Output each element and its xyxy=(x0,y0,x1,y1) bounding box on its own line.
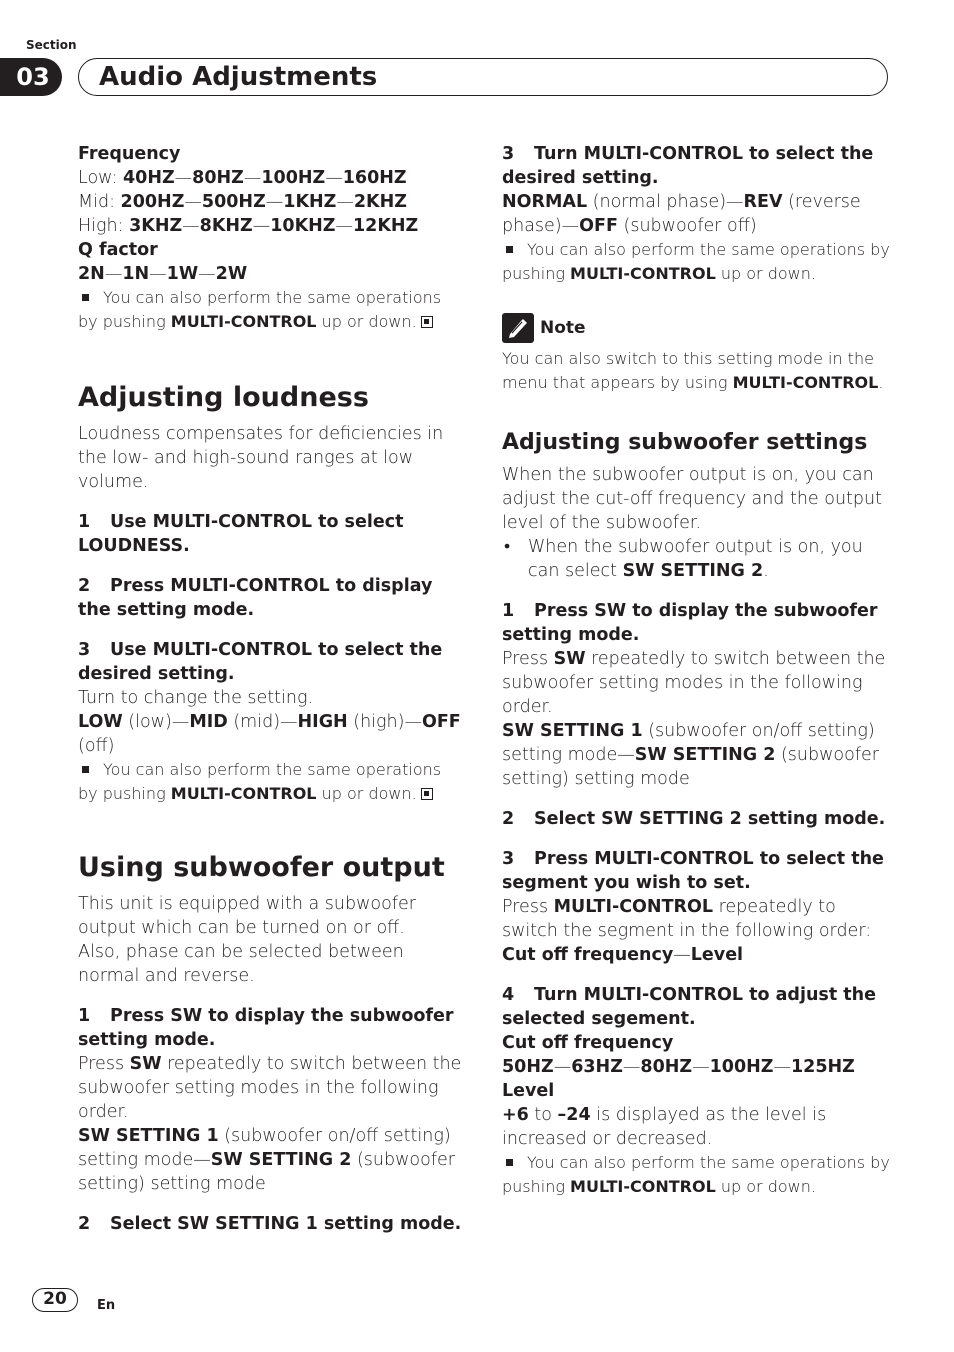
loudness-intro: Loudness compensates for deficiencies in the low- and high-sound ranges at low volume. xyxy=(78,424,444,492)
step-2: 2 Select SW SETTING 1 setting mode. xyxy=(78,1214,462,1234)
step-4: 4 Turn MULTI-CONTROL to adjust the selected segement. xyxy=(502,985,876,1029)
section-label: Section xyxy=(26,38,77,52)
section-heading-loudness: Adjusting loudness xyxy=(78,382,369,413)
q-factor-label: Q factor xyxy=(78,240,158,260)
press-multi-control-text: Press MULTI-CONTROL repeatedly to switch the segment in the following order: xyxy=(502,897,872,941)
note-text: You can also switch to this setting mode in the menu that appears by using MULTI-CONTROL. xyxy=(502,349,884,392)
press-sw-text: Press SW repeatedly to switch between the subwoofer setting modes in the following order. xyxy=(502,649,886,717)
square-bullet-icon xyxy=(82,294,89,301)
press-sw-text: Press SW repeatedly to switch between the subwoofer setting modes in the following order. xyxy=(78,1054,462,1122)
right-column xyxy=(502,142,892,1199)
step-3: 3 Use MULTI-CONTROL to select the desired setting. xyxy=(78,640,443,684)
step-1: 1 Use MULTI-CONTROL to select LOUDNESS. xyxy=(78,512,404,556)
end-mark-icon xyxy=(421,788,433,800)
step-1: 1 Press SW to display the subwoofer setting mode. xyxy=(502,601,878,645)
note-paragraph: You can also perform the same operations by pushing MULTI-CONTROL up or down. xyxy=(78,288,442,331)
note-header xyxy=(502,312,892,344)
section-heading-subwoofer-settings: Adjusting subwoofer settings xyxy=(502,430,868,455)
loudness-options: LOW (low)—MID (mid)—HIGH (high)—OFF (off) xyxy=(78,712,461,756)
freq-mid-line: Mid: 200HZ—500HZ—1KHZ—2KHZ xyxy=(78,192,407,212)
step-3: 3 Turn MULTI-CONTROL to select the desired setting. xyxy=(502,144,874,188)
note-label: Note xyxy=(540,318,586,338)
step-1: 1 Press SW to display the subwoofer setting mode. xyxy=(78,1006,454,1050)
section-badge: 03 xyxy=(0,58,62,96)
freq-high-line: High: 3KHZ—8KHZ—10KHZ—12KHZ xyxy=(78,216,419,236)
sw-modes-text: SW SETTING 1 (subwoofer on/off setting) setting mode—SW SETTING 2 (subwoofer setting) setting mode xyxy=(502,721,879,789)
level-range-text: +6 to –24 is displayed as the level is increased or decreased. xyxy=(502,1105,827,1149)
square-bullet-icon xyxy=(82,766,89,773)
segment-order: Cut off frequency—Level xyxy=(502,945,744,965)
step-2: 2 Press MULTI-CONTROL to display the setting mode. xyxy=(78,576,433,620)
step-2: 2 Select SW SETTING 2 setting mode. xyxy=(502,809,886,829)
section-heading-subwoofer-output: Using subwoofer output xyxy=(78,852,445,883)
left-column xyxy=(78,142,462,1236)
note-paragraph: You can also perform the same operations by pushing MULTI-CONTROL up or down. xyxy=(502,1153,890,1196)
sw-modes-text: SW SETTING 1 (subwoofer on/off setting) setting mode—SW SETTING 2 (subwoofer setting) setting mode xyxy=(78,1126,455,1194)
square-bullet-icon xyxy=(506,246,513,253)
header-bar xyxy=(78,58,888,96)
note-paragraph: You can also perform the same operations by pushing MULTI-CONTROL up or down. xyxy=(78,760,442,803)
page-title: Audio Adjustments xyxy=(99,62,378,92)
frequency-label: Frequency xyxy=(78,144,181,164)
q-factor-values: 2N—1N—1W—2W xyxy=(78,264,248,284)
subwoofer-settings-intro: When the subwoofer output is on, you can adjust the cut-off frequency and the output level of the subwoofer. xyxy=(502,465,882,533)
phase-options: NORMAL (normal phase)—REV (reverse phase)—OFF (subwoofer off) xyxy=(502,192,861,236)
square-bullet-icon xyxy=(506,1159,513,1166)
page-number: 20 xyxy=(32,1288,78,1312)
level-label: Level xyxy=(502,1081,555,1101)
step-3: 3 Press MULTI-CONTROL to select the segment you wish to set. xyxy=(502,849,884,893)
bullet-item: • When the subwoofer output is on, you can select SW SETTING 2. xyxy=(502,535,892,583)
pencil-note-icon xyxy=(502,313,534,343)
subwoofer-intro-2: Also, phase can be selected between normal and reverse. xyxy=(78,942,404,986)
freq-low-line: Low: 40HZ—80HZ—100HZ—160HZ xyxy=(78,168,407,188)
end-mark-icon xyxy=(421,316,433,328)
cutoff-label: Cut off frequency xyxy=(502,1033,674,1053)
language-label: En xyxy=(97,1298,116,1313)
cutoff-values: 50HZ—63HZ—80HZ—100HZ—125HZ xyxy=(502,1057,855,1077)
turn-text: Turn to change the setting. xyxy=(78,688,314,708)
note-paragraph: You can also perform the same operations by pushing MULTI-CONTROL up or down. xyxy=(502,240,890,283)
subwoofer-intro-1: This unit is equipped with a subwoofer output which can be turned on or off. xyxy=(78,894,416,938)
